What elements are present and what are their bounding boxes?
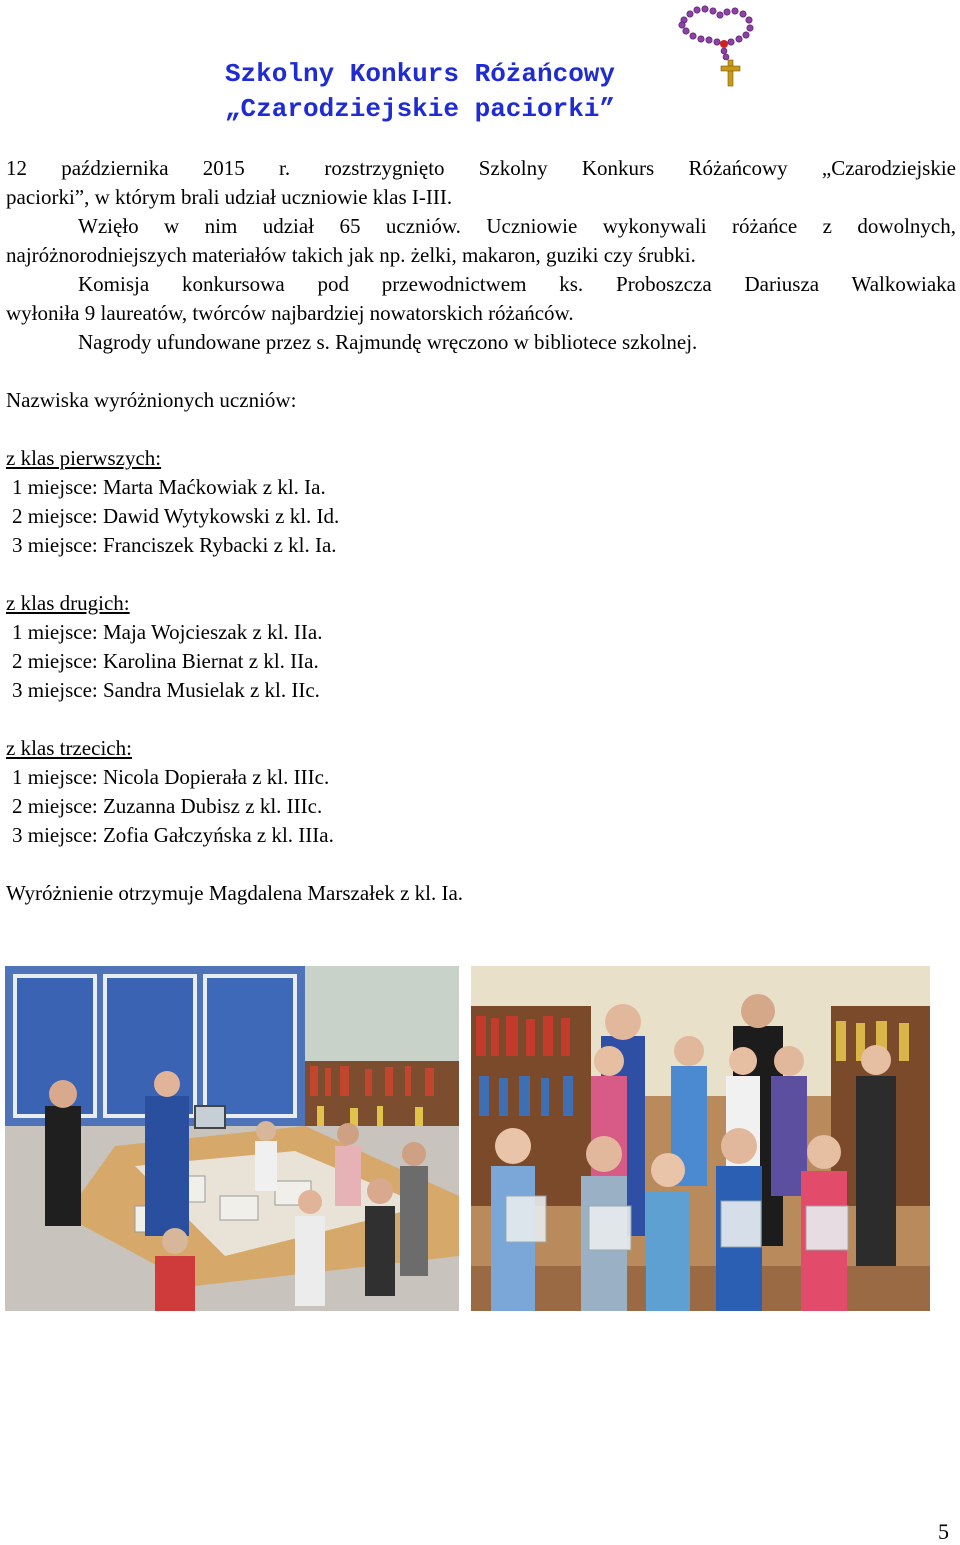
winner-entry: 2 miejsce: Dawid Wytykowski z kl. Id.	[12, 504, 340, 528]
document-title: Szkolny Konkurs Różańcowy	[224, 59, 616, 89]
paragraph-line: wyłoniła 9 laureatów, twórców najbardziej nowatorskich różańców.	[6, 301, 574, 325]
paragraph-line: 12 października 2015 r. rozstrzygnięto Szkolny Konkurs Różańcowy „Czarodziejskie	[6, 156, 956, 180]
paragraph-line: najróżnorodniejszych materiałów takich jak np. żelki, makaron, guziki czy śrubki.	[6, 243, 696, 267]
winner-entry: 1 miejsce: Maja Wojcieszak z kl. IIa.	[12, 620, 323, 644]
rosary-icon	[672, 4, 764, 88]
winner-entry: 3 miejsce: Zofia Gałczyńska z kl. IIIa.	[12, 823, 334, 847]
paragraph-line: Wzięło w nim udział 65 uczniów. Uczniowie wykonywali różańce z dowolnych,	[78, 214, 956, 238]
document-subtitle: „Czarodziejskie paciorki”	[224, 94, 616, 124]
group-heading: z klas trzecich:	[6, 736, 132, 760]
paragraph-line: Komisja konkursowa pod przewodnictwem ks. Proboszcza Dariusza Walkowiaka	[78, 272, 956, 296]
distinction-text: Wyróżnienie otrzymuje Magdalena Marszałek z kl. Ia.	[6, 881, 464, 905]
winners-heading: Nazwiska wyróżnionych uczniów:	[6, 388, 297, 412]
group-heading: z klas drugich:	[6, 591, 130, 615]
winner-entry: 2 miejsce: Karolina Biernat z kl. IIa.	[12, 649, 319, 673]
winner-entry: 3 miejsce: Sandra Musielak z kl. IIc.	[12, 678, 320, 702]
page-number: 5	[938, 1519, 949, 1544]
winner-entry: 1 miejsce: Nicola Dopierała z kl. IIIc.	[12, 765, 330, 789]
group-heading: z klas pierwszych:	[6, 446, 162, 470]
photo-library-tables	[5, 966, 459, 1311]
winner-entry: 3 miejsce: Franciszek Rybacki z kl. Ia.	[12, 533, 337, 557]
photo-group-children	[471, 966, 930, 1311]
paragraph-line: Nagrody ufundowane przez s. Rajmundę wręczono w bibliotece szkolnej.	[78, 330, 698, 354]
winner-entry: 1 miejsce: Marta Maćkowiak z kl. Ia.	[12, 475, 326, 499]
winner-entry: 2 miejsce: Zuzanna Dubisz z kl. IIIc.	[12, 794, 323, 818]
paragraph-line: paciorki”, w którym brali udział uczniowie klas I-III.	[6, 185, 453, 209]
